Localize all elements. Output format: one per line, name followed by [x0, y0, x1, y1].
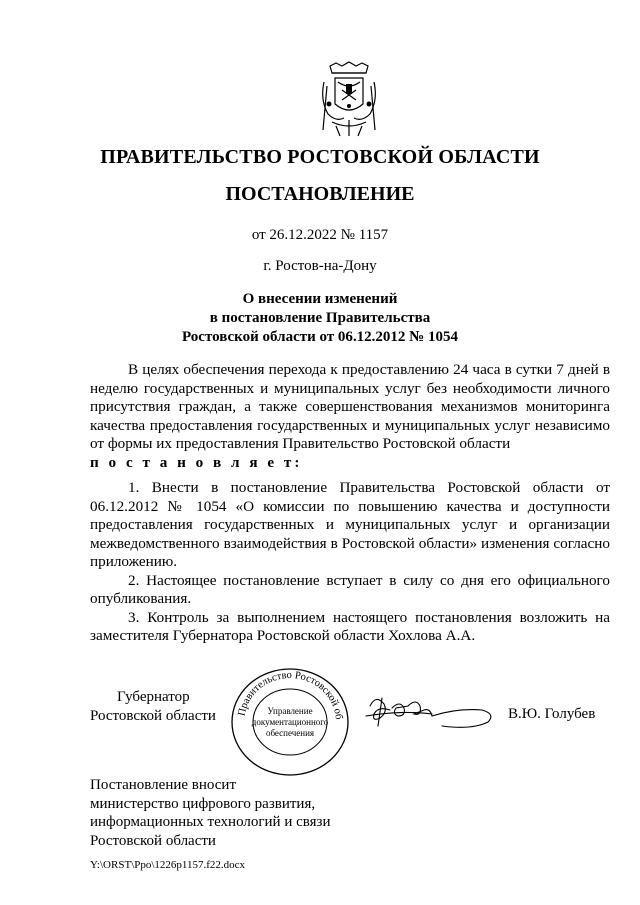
preamble: [90, 361, 610, 472]
handwritten-signature: [362, 686, 500, 736]
signatory-title-line-1: Губернатор: [117, 689, 190, 705]
introduced-by-line-4: Ростовской области: [90, 832, 216, 849]
introduced-by-line-1: Постановление вносит: [90, 777, 237, 793]
seal-center-line-2: документационного: [251, 717, 329, 727]
document-type: ПОСТАНОВЛЕНИЕ: [225, 183, 415, 205]
place: г. Ростов-на-Дону: [263, 258, 377, 274]
introduced-by-line-2: министерство цифрового развития,: [90, 795, 316, 812]
introduced-by: [90, 776, 331, 850]
subject: [0, 290, 640, 347]
signatory-name: В.Ю. Голубев: [508, 706, 596, 722]
seal-center-line-3: обеспечения: [265, 728, 315, 738]
subject-line-1: О внесении изменений: [242, 291, 398, 307]
signatory-title-line-2: Ростовской области: [90, 708, 216, 724]
decree-items: [90, 479, 610, 646]
introduced-by-line-3: информационных технологий и связи: [90, 814, 331, 830]
date-number: от 26.12.2022 № 1157: [251, 227, 389, 243]
coat-of-arms: [318, 60, 380, 140]
decree-item-1: 1. Внести в постановление Правительства Ростовской области от 06.12.2012 № 1054 «О комиссии по повышению качества и доступности предоставления государственных и муниципальных услуг и организации межведомственного взаимодействия в Ростовской области» изменения согласно приложению.: [90, 479, 610, 570]
subject-line-3: Ростовской области от 06.12.2012 № 1054: [182, 329, 458, 345]
government-title: ПРАВИТЕЛЬСТВО РОСТОВСКОЙ ОБЛАСТИ: [100, 146, 540, 168]
subject-line-2: в постановление Правительства: [209, 310, 431, 326]
decree-item-2: 2. Настоящее постановление вступает в силу со дня его официального опубликования.: [90, 571, 610, 607]
decree-item-3: 3. Контроль за выполнением настоящего постановления возложить на заместителя Губернатора Ростовской области Хохлова А.А.: [90, 608, 610, 644]
signatory-title: [90, 688, 216, 726]
seal-ring-text: Правительство Ростовской об: [236, 669, 344, 720]
decree-word: п о с т а н о в л я е т:: [90, 453, 303, 471]
file-path: Y:\ORST\Ppo\1226p1157.f22.docx: [90, 859, 246, 871]
official-seal: [228, 666, 352, 778]
seal-center-line-1: Управление: [267, 706, 313, 716]
preamble-text: В целях обеспечения перехода к предоставлению 24 часа в сутки 7 дней в неделю государственных и муниципальных услуг без необходимости личного присутствия граждан, а также совершенствования механизмов мониторинга качества предоставления государственных и муниципальных услуг независимо от формы их предоставления Правительство Ростовской области: [90, 361, 610, 452]
